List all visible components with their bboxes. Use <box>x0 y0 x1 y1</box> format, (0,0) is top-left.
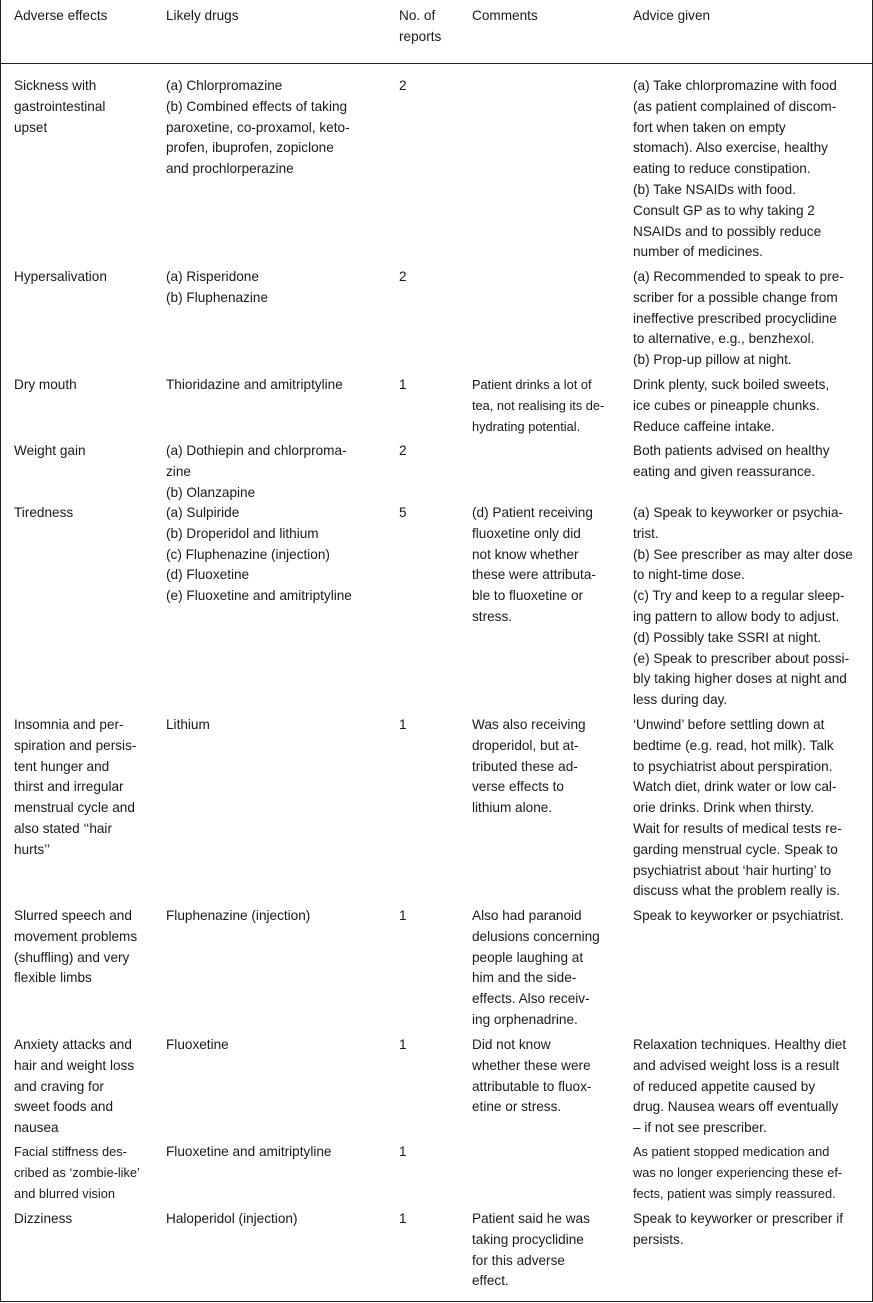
cell-report-count: 2 <box>399 269 407 284</box>
cell-adverse-effect: Weight gain <box>14 443 86 458</box>
header-divider <box>0 63 873 64</box>
cell-comments: Patient drinks a lot of tea, not realising its de- hydrating potential. <box>472 377 605 434</box>
cell-advice: Speak to keyworker or psychiatrist. <box>633 908 844 923</box>
cell-report-count: 1 <box>399 908 407 923</box>
cell-adverse-effect: Slurred speech and movement problems (shuffling) and very flexible limbs <box>14 908 138 986</box>
header-adverse-effects: Adverse effects <box>14 8 108 23</box>
cell-adverse-effect: Dizziness <box>14 1211 73 1226</box>
cell-report-count: 2 <box>399 443 407 458</box>
cell-likely-drugs: (a) Risperidone (b) Fluphenazine <box>166 269 269 305</box>
cell-advice: Drink plenty, suck boiled sweets, ice cubes or pineapple chunks. Reduce caffeine intake. <box>633 377 830 434</box>
cell-report-count: 1 <box>399 1211 407 1226</box>
cell-advice: Speak to keyworker or prescriber if persists. <box>633 1211 844 1247</box>
cell-report-count: 5 <box>399 505 407 520</box>
cell-report-count: 1 <box>399 377 407 392</box>
header-comments: Comments <box>472 8 538 23</box>
cell-advice: (a) Speak to keyworker or psychia- trist. (b) See prescriber as may alter dose to night-time dose. (c) Try and keep to a regular sleep- ing pattern to allow body to adjust. (d) Possibly take SSRI at night. (e) Speak to prescriber about possi- bly taking higher doses at night and less during day. <box>633 505 853 708</box>
cell-likely-drugs: Fluphenazine (injection) <box>166 908 311 923</box>
cell-adverse-effect: Sickness with gastrointestinal upset <box>14 78 106 135</box>
table-bottom-border <box>0 1301 873 1302</box>
cell-advice: ‘Unwind’ before settling down at bedtime (e.g. read, hot milk). Talk to psychiatrist about perspiration. Watch diet, drink water or low cal- orie drinks. Drink when thirsty. Wait for results of medical tests re- garding menstrual cycle. Speak to psychiatrist about ‘hair hurting’ to discuss what the problem really is. <box>633 717 842 899</box>
cell-advice: (a) Take chlorpromazine with food (as patient complained of discom- fort when taken on empty stomach). Also exercise, healthy eating to reduce constipation. (b) Take NSAIDs with food. Consult GP as to why taking 2 NSAIDs and to possibly reduce number of medicines. <box>633 78 837 260</box>
cell-adverse-effect: Tiredness <box>14 505 74 520</box>
cell-comments: (d) Patient receiving fluoxetine only did not know whether these were attributa- ble to fluoxetine or stress. <box>472 505 596 624</box>
cell-advice: Both patients advised on healthy eating and given reassurance. <box>633 443 830 479</box>
cell-likely-drugs: (a) Dothiepin and chlorproma- zine (b) Olanzapine <box>166 443 347 500</box>
table-header <box>0 6 873 62</box>
header-likely-drugs: Likely drugs <box>166 8 239 23</box>
cell-advice: Relaxation techniques. Healthy diet and advised weight loss is a result of reduced appetite caused by drug. Nausea wears off eventually – if not see prescriber. <box>633 1037 847 1136</box>
cell-adverse-effect: Insomnia and per- spiration and persis- tent hunger and thirst and irregular menstrual cycle and also stated ‘‘hair hurts’’ <box>14 717 137 857</box>
header-no-of-reports: No. of reports <box>399 8 442 44</box>
cell-likely-drugs: Fluoxetine and amitriptyline <box>166 1144 332 1159</box>
cell-adverse-effect: Hypersalivation <box>14 269 107 284</box>
cell-likely-drugs: (a) Sulpiride (b) Droperidol and lithium (c) Fluphenazine (injection) (d) Fluoxetine (e) Fluoxetine and amitriptyline <box>166 505 352 604</box>
cell-comments: Patient said he was taking procyclidine for this adverse effect. <box>472 1211 590 1289</box>
cell-report-count: 1 <box>399 1037 407 1052</box>
cell-comments: Did not know whether these were attributable to fluox- etine or stress. <box>472 1037 592 1115</box>
cell-advice: (a) Recommended to speak to pre- scriber for a possible change from ineffective prescribed procyclidine to alternative, e.g., benzhexol. (b) Prop-up pillow at night. <box>633 269 844 368</box>
cell-likely-drugs: Lithium <box>166 717 210 732</box>
cell-adverse-effect: Facial stiffness des- cribed as ‘zombie-like’ and blurred vision <box>14 1144 140 1201</box>
cell-report-count: 2 <box>399 78 407 93</box>
cell-likely-drugs: (a) Chlorpromazine (b) Combined effects of taking paroxetine, co-proxamol, keto- profen, ibuprofen, zopiclone and prochlorperazine <box>166 78 350 177</box>
table-left-border <box>0 0 1 1302</box>
header-advice-given: Advice given <box>633 8 711 23</box>
cell-likely-drugs: Haloperidol (injection) <box>166 1211 298 1226</box>
cell-likely-drugs: Fluoxetine <box>166 1037 229 1052</box>
cell-adverse-effect: Anxiety attacks and hair and weight loss and craving for sweet foods and nausea <box>14 1037 135 1136</box>
cell-comments: Was also receiving droperidol, but at- tributed these ad- verse effects to lithium alone. <box>472 717 586 816</box>
cell-adverse-effect: Dry mouth <box>14 377 77 392</box>
cell-comments: Also had paranoid delusions concerning people laughing at him and the side- effects. Also receiv- ing orphenadrine. <box>472 908 600 1027</box>
cell-report-count: 1 <box>399 1144 407 1159</box>
cell-report-count: 1 <box>399 717 407 732</box>
cell-likely-drugs: Thioridazine and amitriptyline <box>166 377 343 392</box>
cell-advice: As patient stopped medication and was no longer experiencing these ef- fects, patient was simply reassured. <box>633 1144 843 1201</box>
